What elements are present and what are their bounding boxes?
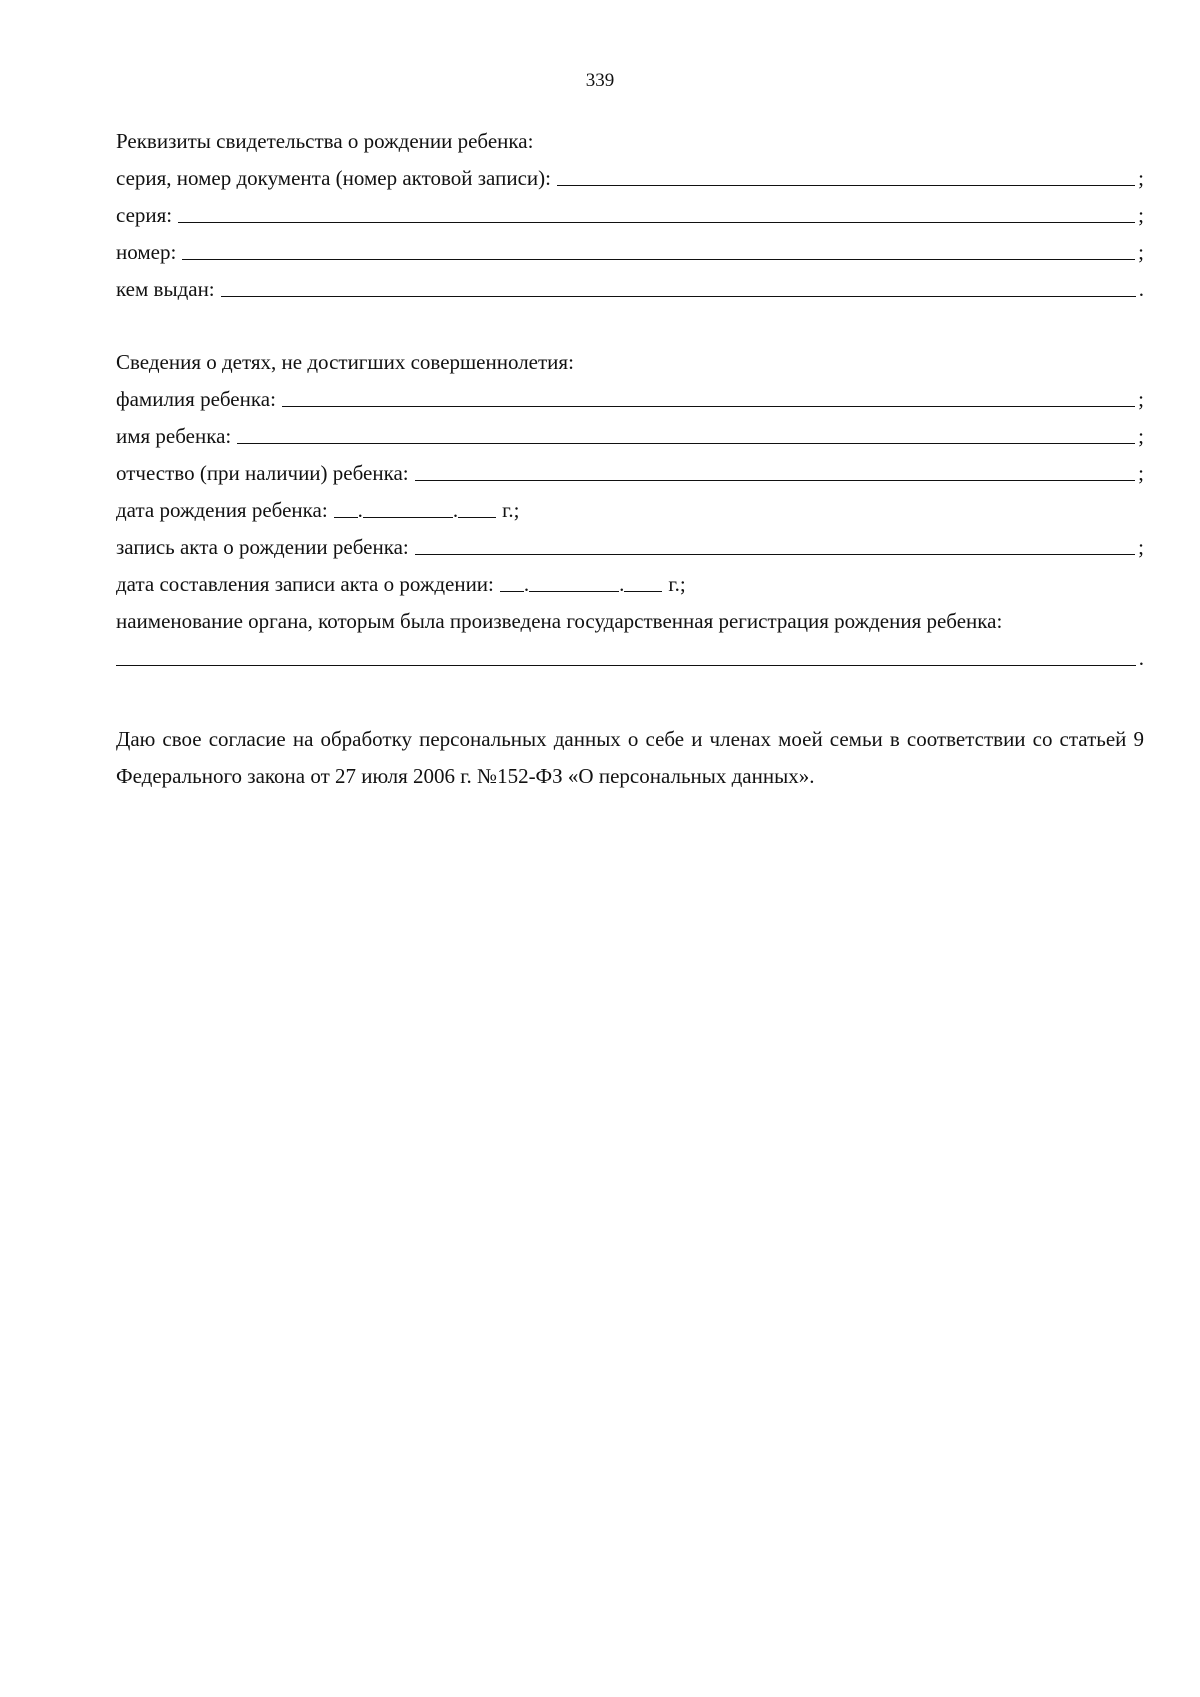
consent-statement: Даю свое согласие на обработку персональных данных о себе и членах моей семьи в соответствии со статьей 9 Федерального закона от 27 июля 2006 г. №152-ФЗ «О персональных данных». — [116, 727, 1144, 788]
section-heading: Сведения о детях, не достигших совершеннолетия: — [116, 350, 574, 374]
field-terminator: ; — [1138, 240, 1144, 264]
child-surname-blank[interactable] — [282, 406, 1135, 407]
field-terminator: . — [1138, 646, 1144, 670]
field-terminator: ; — [1138, 535, 1144, 559]
number-blank[interactable] — [182, 259, 1135, 260]
date-separator: . — [357, 498, 363, 522]
field-registration-body-label — [116, 603, 1144, 640]
field-birth-record — [116, 529, 1144, 566]
field-number — [116, 234, 1144, 271]
year-suffix: г.; — [668, 572, 686, 596]
date-separator: . — [619, 572, 625, 596]
field-registration-body — [116, 640, 1144, 677]
record-month-blank[interactable] — [529, 591, 619, 592]
field-label: дата составления записи акта о рождении: — [116, 572, 494, 596]
field-terminator: ; — [1138, 424, 1144, 448]
date-separator: . — [523, 572, 530, 596]
field-terminator: ; — [1138, 166, 1144, 190]
registration-body-blank[interactable] — [116, 665, 1136, 666]
year-suffix: г.; — [502, 498, 520, 522]
field-terminator: ; — [1138, 461, 1144, 485]
record-day-blank[interactable] — [500, 591, 524, 592]
field-child-surname — [116, 381, 1144, 418]
field-terminator: . — [1138, 277, 1144, 301]
field-document-series-number — [116, 160, 1144, 197]
field-label: кем выдан: — [116, 277, 215, 301]
form-content — [116, 123, 1144, 795]
field-label: наименование органа, которым была произведена государственная регистрация рождения ребенка: — [116, 609, 1003, 633]
section-heading: Реквизиты свидетельства о рождении ребенка: — [116, 129, 534, 153]
field-label: номер: — [116, 240, 177, 264]
record-year-blank[interactable] — [624, 591, 662, 592]
field-label: дата рождения ребенка: — [116, 498, 328, 522]
field-terminator: ; — [1138, 203, 1144, 227]
field-label: серия: — [116, 203, 173, 227]
birth-certificate-heading — [116, 123, 1144, 160]
document-series-number-blank[interactable] — [557, 185, 1135, 186]
field-label: запись акта о рождении ребенка: — [116, 535, 409, 559]
field-issued-by — [116, 271, 1144, 308]
field-label: имя ребенка: — [116, 424, 232, 448]
field-label: фамилия ребенка: — [116, 387, 276, 411]
birth-year-blank[interactable] — [458, 517, 496, 518]
field-label: серия, номер документа (номер актовой записи): — [116, 166, 551, 190]
field-label: отчество (при наличии) ребенка: — [116, 461, 409, 485]
page-number: 339 — [585, 70, 615, 91]
children-heading — [116, 344, 1144, 381]
field-child-name — [116, 418, 1144, 455]
field-record-date — [116, 566, 1144, 603]
field-series — [116, 197, 1144, 234]
date-separator: . — [452, 498, 459, 522]
series-blank[interactable] — [178, 222, 1135, 223]
child-patronymic-blank[interactable] — [415, 480, 1136, 481]
issued-by-blank[interactable] — [221, 296, 1136, 297]
birth-record-blank[interactable] — [415, 554, 1135, 555]
birth-day-blank[interactable] — [334, 517, 358, 518]
field-child-patronymic — [116, 455, 1144, 492]
field-child-birth-date — [116, 492, 1144, 529]
field-terminator: ; — [1138, 387, 1144, 411]
birth-month-blank[interactable] — [363, 517, 453, 518]
child-name-blank[interactable] — [237, 443, 1135, 444]
